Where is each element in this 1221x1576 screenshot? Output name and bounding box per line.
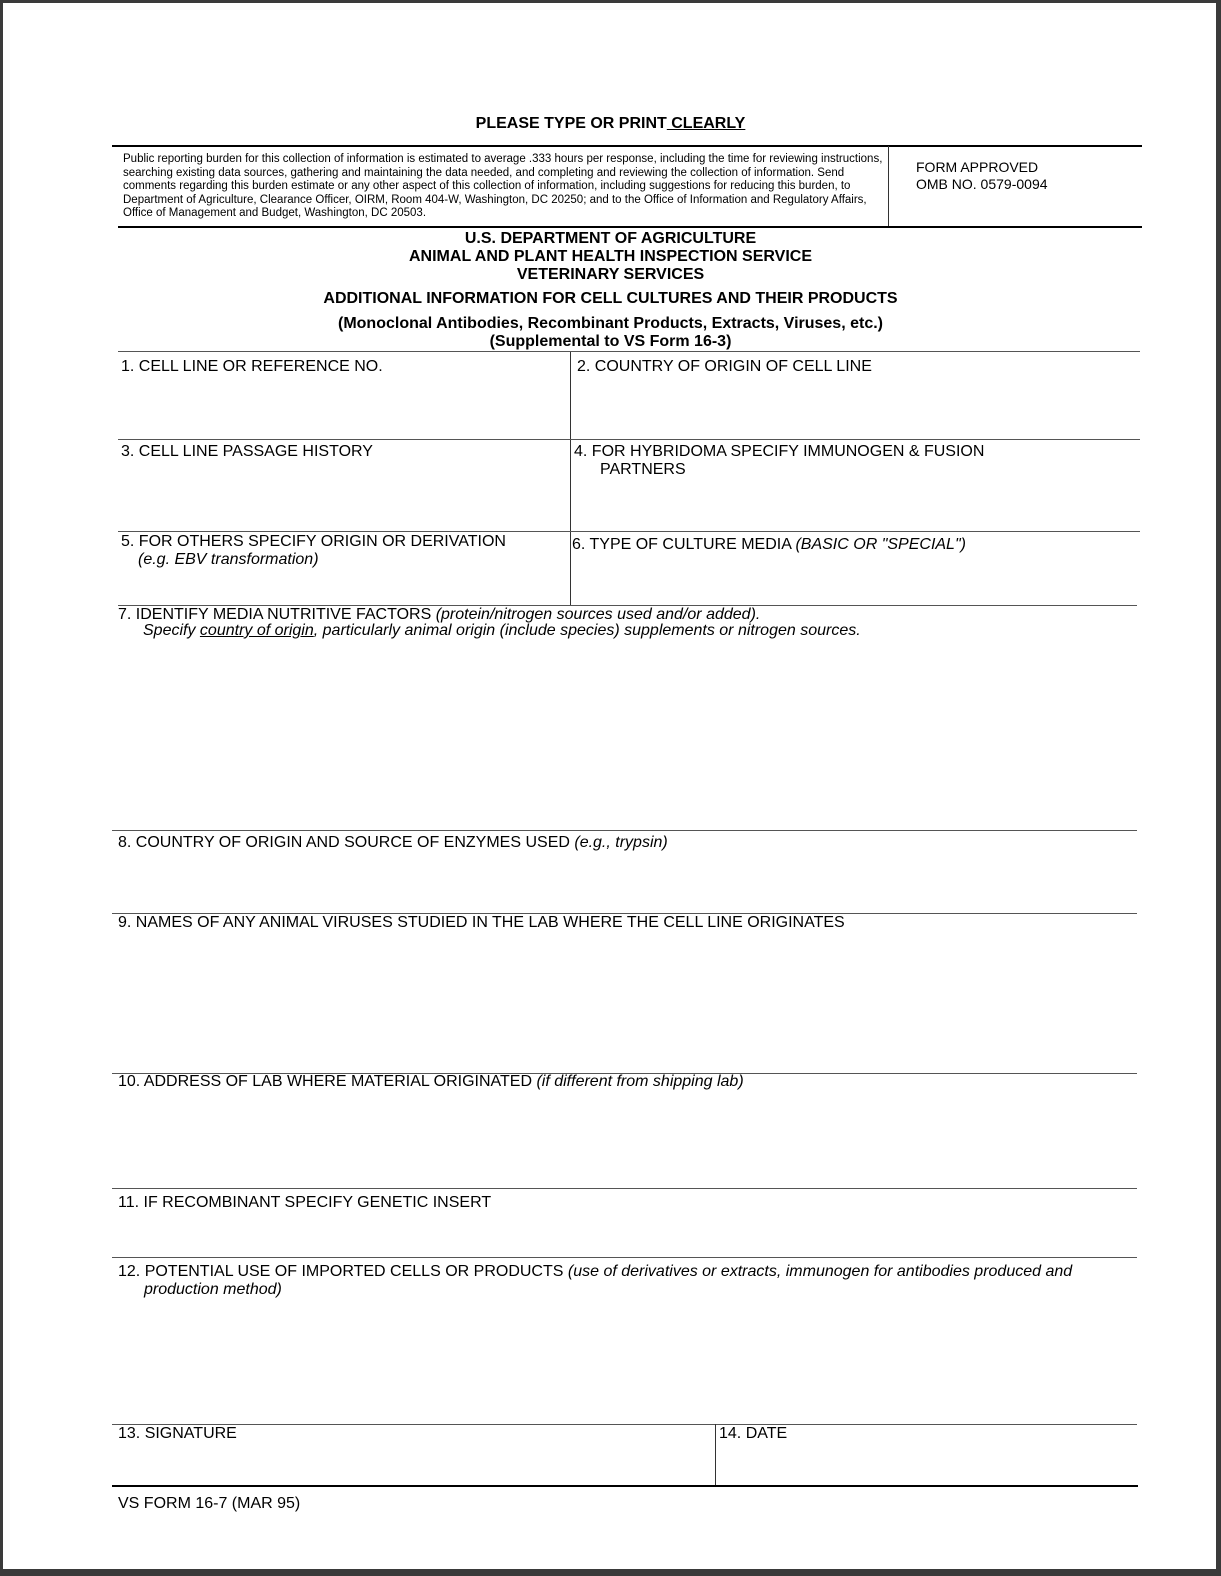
approval-block	[916, 159, 1048, 193]
field-culture-media[interactable]	[572, 536, 966, 554]
divider	[118, 531, 1140, 532]
field-enzymes[interactable]	[118, 834, 668, 852]
field-hybridoma[interactable]	[574, 443, 984, 479]
form-subtitle: (Supplemental to VS Form 16-3)	[489, 333, 732, 350]
divider	[112, 145, 1142, 147]
divider	[112, 830, 1137, 831]
agency-block	[0, 230, 1221, 284]
divider	[112, 1257, 1137, 1258]
label: 3. CELL LINE PASSAGE HISTORY	[121, 443, 373, 460]
divider	[118, 226, 1142, 228]
form-approved: FORM APPROVED	[916, 159, 1039, 175]
note: (if different from shipping lab)	[536, 1073, 744, 1090]
burden-statement: Public reporting burden for this collection of information is estimated to average .333 hours per response, including the time for reviewing instructions, searching existing data sources, gathering and maintaining the data needed, and completing and reviewing the collection of information. Send comments regarding this burden estimate or any other aspect of this collection of information, including suggestions for reducing this burden, to Department of Agriculture, Clearance Officer, OIRM, Room 404-W, Washington, DC 20250; and to the Office of Information and Regulatory Affairs, Office of Management and Budget, Washington, DC 20503.	[123, 153, 883, 219]
label: 13. SIGNATURE	[118, 1425, 237, 1442]
agency-line: ANIMAL AND PLANT HEALTH INSPECTION SERVICE	[409, 248, 812, 265]
instruction-underlined: CLEARLY	[666, 115, 746, 132]
field-animal-viruses[interactable]	[118, 914, 845, 932]
divider	[118, 439, 1140, 440]
label: 10. ADDRESS OF LAB WHERE MATERIAL ORIGINATED	[118, 1073, 537, 1090]
label: PARTNERS	[600, 461, 686, 478]
form-title: ADDITIONAL INFORMATION FOR CELL CULTURES AND THEIR PRODUCTS	[323, 290, 898, 307]
label: 4. FOR HYBRIDOMA SPECIFY IMMUNOGEN & FUSION	[574, 443, 985, 460]
field-genetic-insert[interactable]	[118, 1194, 491, 1212]
field-potential-use[interactable]	[118, 1263, 1072, 1299]
label: 11. IF RECOMBINANT SPECIFY GENETIC INSERT	[118, 1194, 492, 1211]
note: production method)	[144, 1281, 282, 1298]
divider	[118, 351, 1140, 352]
note: Specify	[143, 622, 200, 639]
divider	[715, 1424, 716, 1486]
label: 5. FOR OTHERS SPECIFY ORIGIN OR DERIVATION	[121, 533, 506, 550]
divider	[570, 352, 571, 605]
field-nutritive-factors[interactable]	[118, 607, 861, 639]
note: , particularly animal origin (include species) supplements or nitrogen sources.	[313, 622, 861, 639]
note: (protein/nitrogen sources used and/or added).	[435, 606, 761, 623]
label: 1. CELL LINE OR REFERENCE NO.	[121, 358, 383, 375]
note: (e.g., trypsin)	[574, 834, 668, 851]
note: (BASIC OR "SPECIAL")	[795, 536, 966, 553]
note: country of origin	[199, 622, 314, 639]
field-lab-address[interactable]	[118, 1073, 744, 1091]
agency-line: VETERINARY SERVICES	[516, 266, 705, 283]
instruction-heading	[0, 115, 1221, 133]
form-number: VS FORM 16-7 (MAR 95)	[118, 1495, 301, 1512]
divider	[112, 1188, 1137, 1189]
label: 6. TYPE OF CULTURE MEDIA	[572, 536, 796, 553]
field-origin-derivation[interactable]	[121, 533, 506, 569]
form-subtitle: (Monoclonal Antibodies, Recombinant Products, Extracts, Viruses, etc.)	[338, 315, 883, 332]
divider	[112, 1424, 1137, 1425]
note: (e.g. EBV transformation)	[138, 551, 319, 568]
agency-line: U.S. DEPARTMENT OF AGRICULTURE	[464, 230, 757, 247]
divider	[112, 1485, 1138, 1487]
field-passage-history[interactable]	[121, 443, 373, 461]
label: 7. IDENTIFY MEDIA NUTRITIVE FACTORS	[118, 606, 436, 623]
omb-number: OMB NO. 0579-0094	[916, 176, 1048, 192]
label: 8. COUNTRY OF ORIGIN AND SOURCE OF ENZYMES USED	[118, 834, 575, 851]
divider	[888, 146, 889, 227]
label: 9. NAMES OF ANY ANIMAL VIRUSES STUDIED IN THE LAB WHERE THE CELL LINE ORIGINATES	[118, 914, 845, 931]
note: (use of derivatives or extracts, immunogen for antibodies produced and	[567, 1263, 1073, 1280]
instruction-text: PLEASE TYPE OR PRINT	[475, 115, 667, 132]
field-date[interactable]	[719, 1425, 787, 1443]
field-signature[interactable]	[118, 1425, 237, 1443]
field-cell-line-ref[interactable]	[121, 358, 383, 376]
label: 2. COUNTRY OF ORIGIN OF CELL LINE	[577, 358, 872, 375]
label: 14. DATE	[719, 1425, 788, 1442]
field-country-origin[interactable]	[577, 358, 872, 376]
label: 12. POTENTIAL USE OF IMPORTED CELLS OR PRODUCTS	[118, 1263, 568, 1280]
